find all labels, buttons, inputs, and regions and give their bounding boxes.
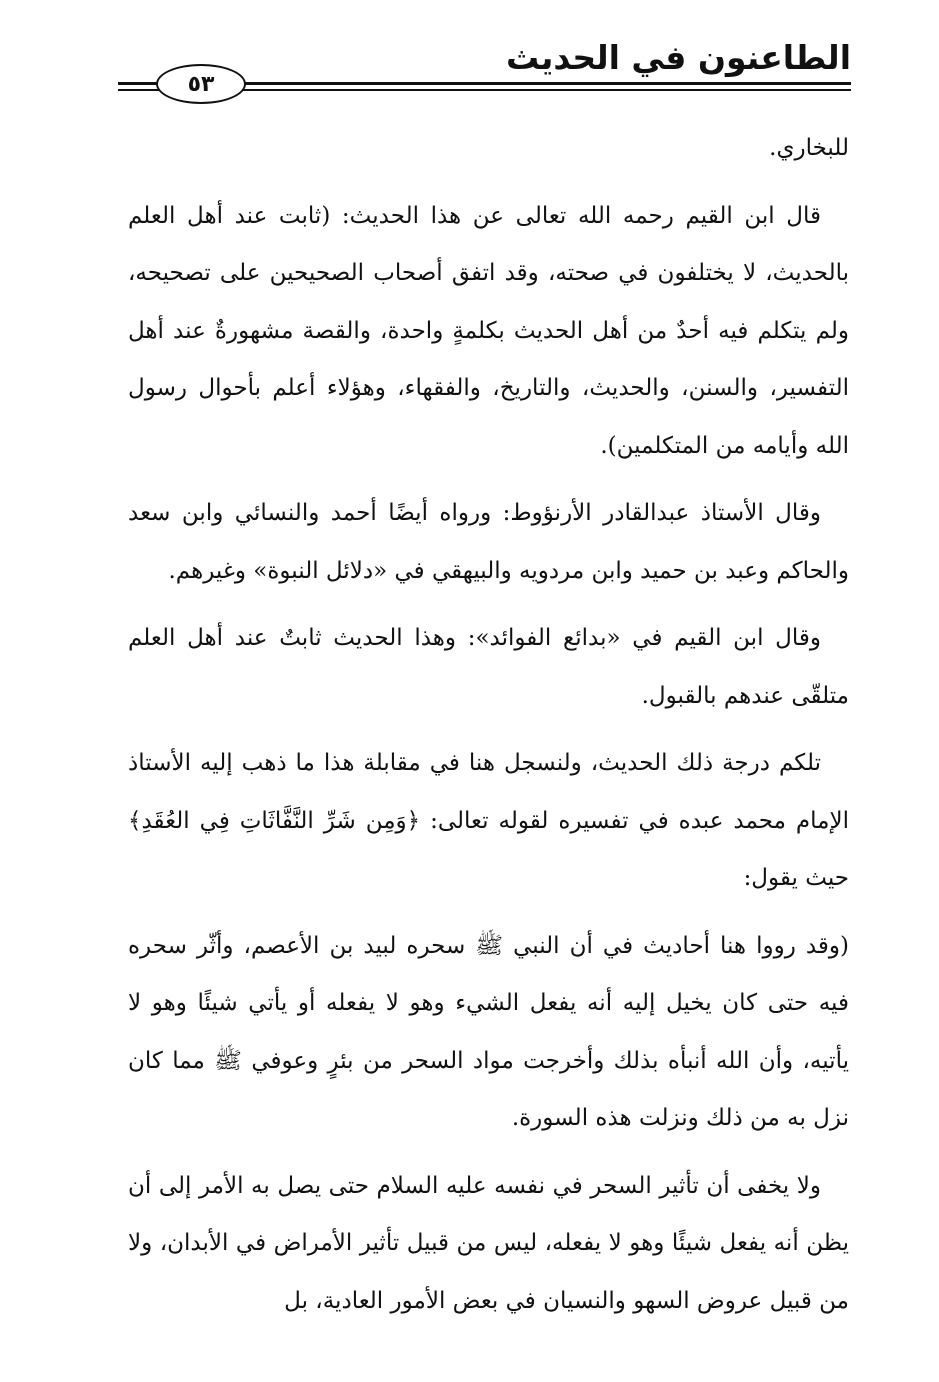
page-header xyxy=(118,38,851,108)
paragraph: للبخاري. xyxy=(769,135,849,161)
quoted-paragraph: (وقد رووا هنا أحاديث في أن النبي ﷺ سحره لبيد بن الأعصم، وأثّر سحره فيه حتى كان يخيل إليه أنه يفعل الشيء وهو لا يفعله أو يأتي شيئًا وهو لا يأتيه، وأن الله أنبأه بذلك وأخرجت مواد السحر من بئرٍ وعوفي ﷺ مما كان نزل به من ذلك ونزلت هذه السورة. xyxy=(128,932,849,1131)
paragraph: ولا يخفى أن تأثير السحر في نفسه عليه السلام حتى يصل به الأمر إلى أن يظن أنه يفعل شيئًا وهو لا يفعله، ليس من قبيل تأثير الأمراض في الأبدان، ولا من قبيل عروض السهو والنسيان في بعض الأمور العادية، بل xyxy=(128,1172,849,1314)
page-body xyxy=(128,120,849,1330)
paragraph: قال ابن القيم رحمه الله تعالى عن هذا الحديث: (ثابت عند أهل العلم بالحديث، لا يختلفون في صحته، وقد اتفق أصحاب الصحيحين على تصحيحه، ولم يتكلم فيه أحدٌ من أهل الحديث بكلمةٍ واحدة، والقصة مشهورةٌ عند أهل التفسير، والسنن، والحديث، والتاريخ، والفقهاء، وهؤلاء أعلم بأحوال رسول الله وأيامه من المتكلمين). xyxy=(128,202,849,459)
paragraph: وقال الأستاذ عبدالقادر الأرنؤوط: ورواه أيضًا أحمد والنسائي وابن سعد والحاكم وعبد بن حميد وابن مردويه والبيهقي في «دلائل النبوة» وغيرهم. xyxy=(128,500,849,584)
paragraph: تلكم درجة ذلك الحديث، ولنسجل هنا في مقابلة هذا ما ذهب إليه الأستاذ الإمام محمد عبده في تفسيره لقوله تعالى: ﴿وَمِن شَرِّ النَّفَّاثَاتِ فِي العُقَدِ﴾ حيث يقول: xyxy=(128,750,849,891)
running-title: الطاعنون في الحديث xyxy=(506,38,851,77)
paragraph: وقال ابن القيم في «بدائع الفوائد»: وهذا الحديث ثابتٌ عند أهل العلم متلقّى عندهم بالقبول. xyxy=(128,625,849,709)
page-number: ٥٣ xyxy=(156,64,246,104)
